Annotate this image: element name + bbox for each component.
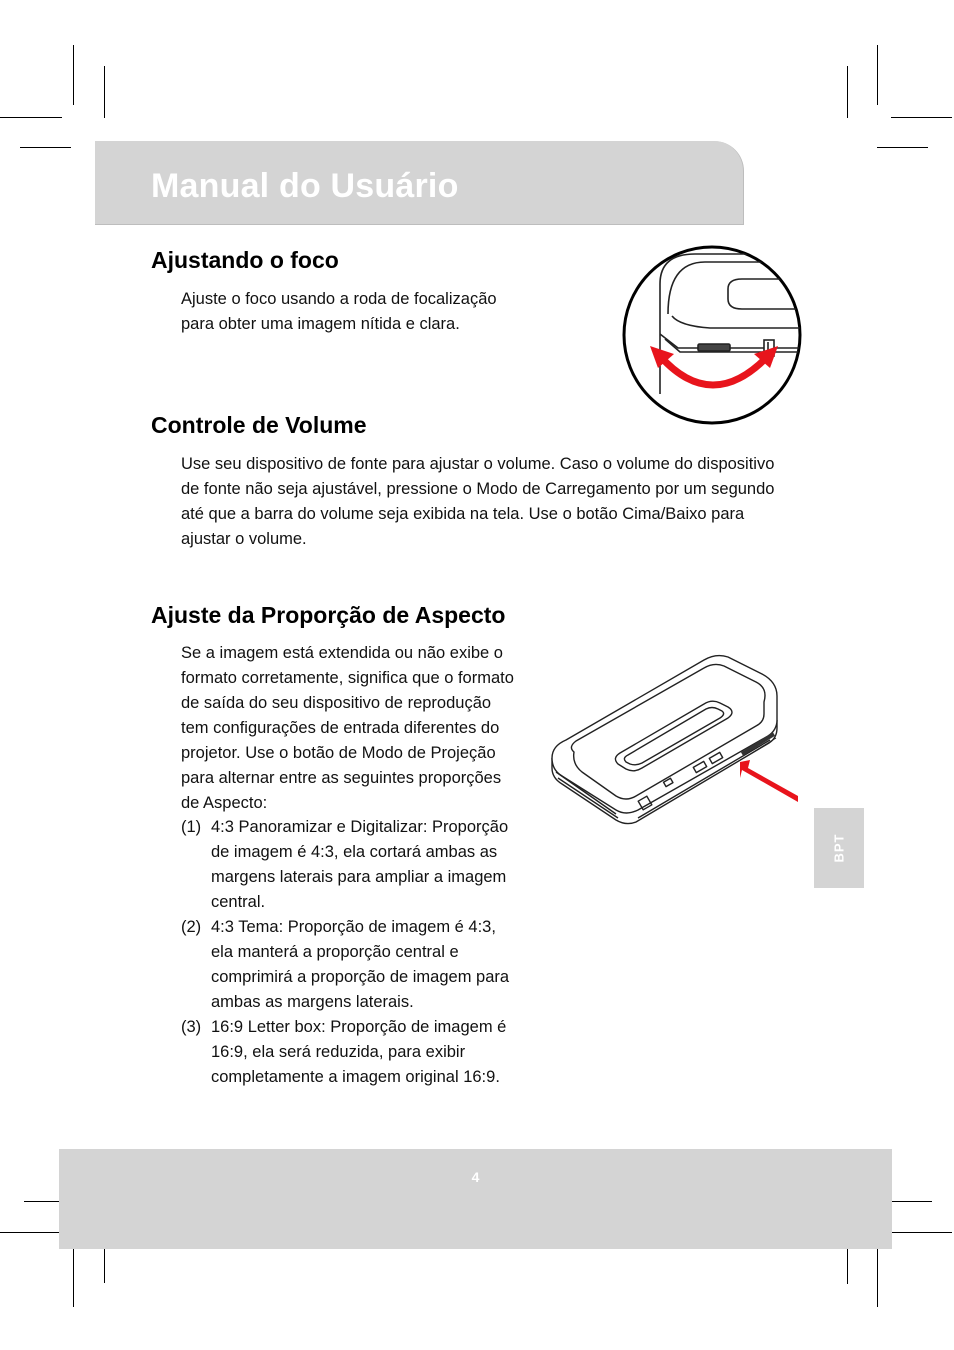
header-bar (95, 141, 744, 225)
focus-wheel-illustration (620, 244, 804, 426)
crop-mark (847, 66, 848, 118)
section-text-volume: Use seu dispositivo de fonte para ajustar o volume. Caso o volume do dispositivo de fonte não seja ajustável, pressione o Modo de Carregamento por um segundo até que a barra do volume seja exibida na tela. Use o botão Cima/Baixo para ajustar o volume. (181, 455, 775, 548)
crop-mark (73, 45, 74, 105)
list-item-number: (2) (181, 918, 202, 936)
crop-mark (891, 1232, 952, 1233)
crop-mark (891, 117, 952, 118)
list-item (181, 1015, 521, 1090)
list-item-text: 4:3 Tema: Proporção de imagem é 4:3, ela manterá a proporção central e comprimirá a proporção de imagem para ambas as margens laterais. (211, 918, 510, 1011)
projector-illustration (544, 648, 802, 830)
section-text-focus: Ajuste o foco usando a roda de focalização para obter uma imagem nítida e clara. (181, 290, 497, 333)
section-heading-focus: Ajustando o foco (151, 247, 339, 273)
list-item (181, 915, 521, 1015)
section-heading-aspect: Ajuste da Proporção de Aspecto (151, 602, 506, 628)
aspect-mode-list (181, 815, 521, 1090)
crop-mark (104, 66, 105, 118)
list-item (181, 815, 521, 915)
crop-mark (877, 147, 928, 148)
crop-mark (0, 1232, 62, 1233)
crop-mark (73, 1247, 74, 1307)
page-title: Manual do Usuário (151, 167, 459, 205)
language-tab (814, 808, 864, 888)
page-number: 4 (471, 1169, 480, 1185)
section-heading-volume: Controle de Volume (151, 412, 367, 438)
crop-mark (877, 45, 878, 105)
list-item-text: 16:9 Letter box: Proporção de imagem é 16:9, ela será reduzida, para exibir completamente a imagem original 16:9. (211, 1018, 507, 1086)
footer-bar (59, 1149, 892, 1249)
list-item-number: (3) (181, 1018, 202, 1036)
crop-mark (0, 117, 62, 118)
list-item-text: 4:3 Panoramizar e Digitalizar: Proporção de imagem é 4:3, ela cortará ambas as margens laterais para ampliar a imagem central. (211, 818, 509, 911)
language-tab-label: BPT (831, 833, 847, 863)
crop-mark (877, 1247, 878, 1307)
section-text-aspect: Se a imagem está extendida ou não exibe o formato corretamente, significa que o formato de saída do seu dispositivo de reprodução tem configurações de entrada diferentes do projetor. Use o botão de Modo de Projeção para alternar entre as seguintes proporções de Aspecto: (181, 644, 514, 812)
list-item-number: (1) (181, 818, 202, 836)
crop-mark (20, 147, 71, 148)
